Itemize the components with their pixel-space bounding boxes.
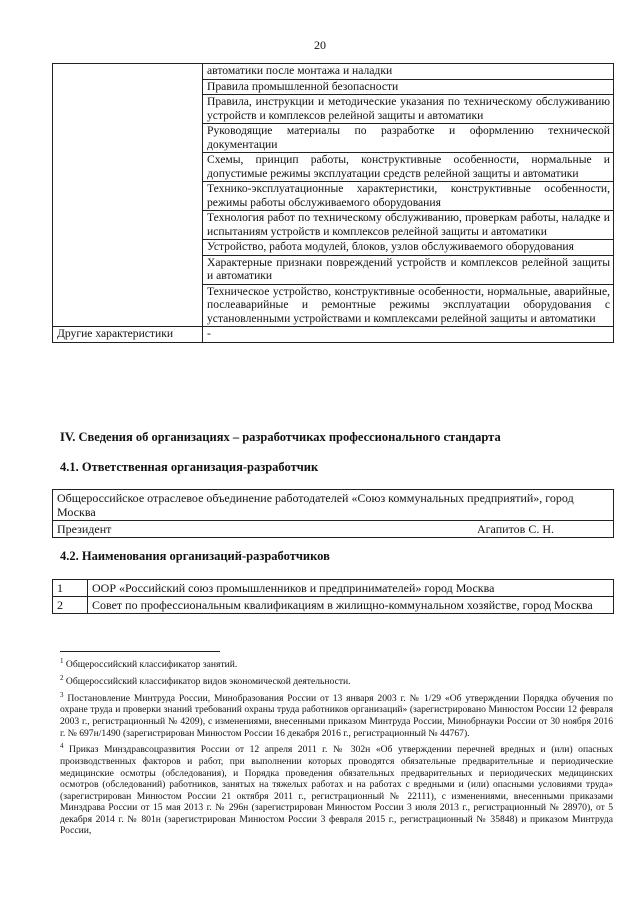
footnote-text: Общероссийский классификатор занятий. <box>63 659 238 671</box>
developers-table <box>52 579 614 614</box>
responsible-org-table <box>52 489 614 538</box>
footnote <box>60 690 613 740</box>
developer-row <box>53 580 614 597</box>
requirements-label-cell <box>53 64 203 327</box>
other-characteristics-label: Другие характеристики <box>53 327 203 343</box>
responsible-org-name: Общероссийское отраслевое объединение работодателей «Союз коммунальных предприятий», город Москва <box>53 490 614 521</box>
footnote-text: Приказ Минздравсоцразвития России от 12 апреля 2011 г. № 302н «Об утверждении перечней вредных и (или) опасных производственных факторов и работ, при выполнении которых проводятся обязательные предварительные и периодические медицинские осмотры (обследования), и Порядка проведения обязательных предварительных и периодических медицинских осмотров (обследований) работников, занятых на тяжелых работах и на работах с вредными и (или) опасными условиями труда» (зарегистрирован Минюстом России 21 октября 2011 г., регистрационный № 22111), с изменениями, внесенными приказами Минздрава России от 15 мая 2013 г. № 296н (зарегистрирован Минюстом России 3 июля 2013 г., регистрационный № 28970), от 5 декабря 2014 г. № 801н (зарегистрирован Минюстом России 3 февраля 2015 г., регистрационный № 35848) и приказом Минтруда России, <box>60 744 613 837</box>
developer-name: Совет по профессиональным квалификациям в жилищно-коммунальном хозяйстве, город Москва <box>88 597 614 614</box>
requirement-item: Руководящие материалы по разработке и оформлению технической документации <box>203 124 614 153</box>
responsible-person: Агапитов С. Н. <box>476 522 554 536</box>
table-row <box>53 64 614 80</box>
requirement-item: Характерные признаки повреждений устройств и комплексов релейной защиты и автоматики <box>203 255 614 284</box>
footnote-mark: 2 <box>60 673 64 682</box>
table-row <box>53 327 614 343</box>
developer-name: ООР «Российский союз промышленников и предпринимателей» город Москва <box>88 580 614 597</box>
footnote <box>60 673 613 688</box>
footnote-mark: 4 <box>60 742 64 751</box>
developer-number: 2 <box>53 597 88 614</box>
other-characteristics-value: - <box>203 327 614 343</box>
requirement-item: Технико-эксплуатационные характеристики, конструктивные особенности, режимы работы обслуживаемого оборудования <box>203 182 614 211</box>
footnote-text: Постановление Минтруда России, Минобразования России от 13 января 2003 г. № 1/29 «Об утверждении Порядка обучения по охране труда и проверки знаний требований охраны труда работников организаций» (зарегистрировано Минюстом России 12 февраля 2003 г., регистрационный № 4209), с изменениями, внесенными приказом Минтруда России, Минобрнауки России от 30 ноября 2016 г. № 697н/1490 (зарегистрирован Минюстом России 16 декабря 2016 г., регистрационный № 44767). <box>60 692 613 739</box>
footnote-mark: 1 <box>60 657 64 665</box>
requirement-item: Схемы, принцип работы, конструктивные особенности, нормальные и допустимые режимы эксплуатации средств релейной защиты и автоматики <box>203 153 614 182</box>
requirement-item: Правила промышленной безопасности <box>203 79 614 95</box>
requirement-item: Правила, инструкции и методические указания по техническому обслуживанию устройств и комплексов релейной защиты и автоматики <box>203 95 614 124</box>
footnote <box>60 656 613 671</box>
requirement-item: автоматики после монтажа и наладки <box>203 64 614 80</box>
footnote-separator <box>60 651 220 652</box>
requirement-item: Устройство, работа модулей, блоков, узлов обслуживаемого оборудования <box>203 240 614 256</box>
section-4-1-heading: 4.1. Ответственная организация-разработчик <box>60 460 319 474</box>
page-number: 20 <box>314 38 326 52</box>
footnotes <box>60 656 613 839</box>
responsible-position: Президент <box>57 522 112 536</box>
footnote-text: Общероссийский классификатор видов экономической деятельности. <box>63 675 351 687</box>
section-4-2-heading: 4.2. Наименования организаций-разработчиков <box>60 549 330 563</box>
developer-number: 1 <box>53 580 88 597</box>
requirement-item: Техническое устройство, конструктивные особенности, нормальные, аварийные, послеаварийные и ремонтные режимы эксплуатации оборудования с установленными устройствами и комплексами релейной защиты и автоматики <box>203 284 614 327</box>
requirement-item: Технология работ по техническому обслуживанию, проверкам работы, наладке и испытаниям устройств и комплексов релейной защиты и автоматики <box>203 211 614 240</box>
footnote-mark: 3 <box>60 690 64 699</box>
responsible-org-signature-row <box>53 521 614 538</box>
requirements-table <box>52 63 614 343</box>
section-iv-heading: IV. Сведения об организациях – разработчиках профессионального стандарта <box>60 430 501 444</box>
developer-row <box>53 597 614 614</box>
footnote <box>60 741 613 837</box>
